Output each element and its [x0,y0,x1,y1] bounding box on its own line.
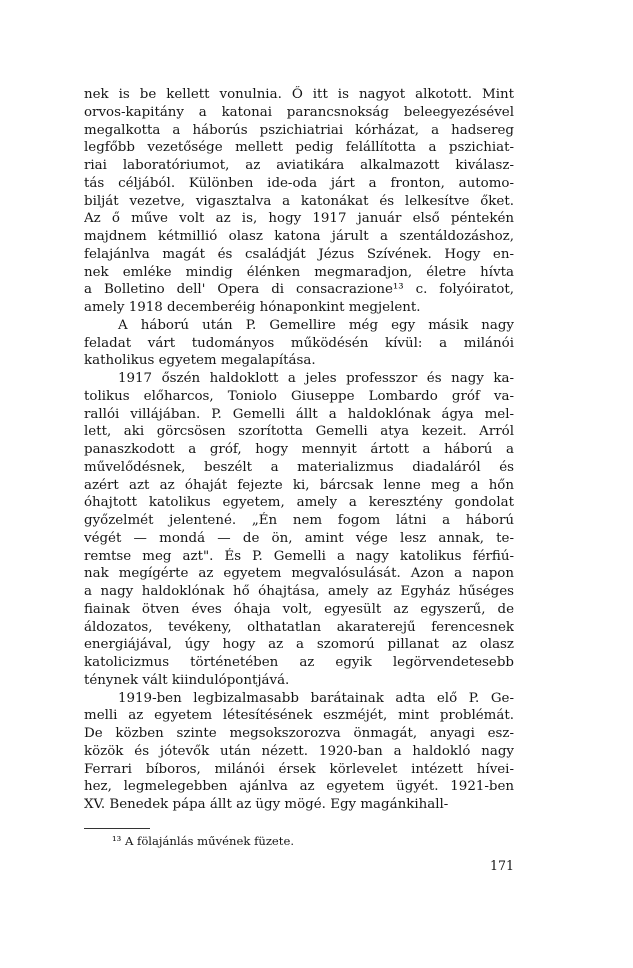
text-line: 1917 őszén haldoklott a jeles professzor és nagy ka- [118,371,514,386]
text-line: megalkotta a háborús pszichiatriai kórházat, a hadsereg [84,122,514,138]
paragraph [84,86,514,317]
text-line: feladat várt tudományos működésén kívül: a milánói [84,335,514,351]
body-text [84,86,514,814]
paragraph [84,317,514,370]
text-line: nek emléke mindig élénken megmaradjon, életre hívta [84,264,514,280]
text-line: óhajtott katolikus egyetem, amely a keresztény gondolat [84,495,514,511]
text-line: katolicizmus történetében az egyik legörvendetesebb [84,655,514,670]
text-line: a nagy haldoklónak hő óhajtása, amely az Egyház hűséges [84,584,514,599]
paragraph [84,690,514,814]
text-line: felajánlva magát és családját Jézus Szívének. Hogy en- [84,246,514,262]
footnote-divider [84,828,150,829]
text-line: energiájával, úgy hogy az a szomorú pillanat az olasz [84,637,514,653]
text-line: nek is be kellett vonulnia. Ő itt is nagyot alkotott. Mint [84,87,514,102]
text-line: 1919-ben legbizalmasabb barátainak adta elő P. Ge- [118,690,514,706]
text-line: győzelmét jelentené. „Én nem fogom látni a háború [84,513,514,528]
text-line: melli az egyetem létesítésének eszméjét, mint problémát. [84,708,514,724]
text-line: katholikus egyetem megalapítása. [84,353,316,369]
text-line: azért azt az óhaját fejezte ki, bárcsak lenne meg a hőn [84,477,514,493]
text-line: legfőbb vezetősége mellett pedig felállította a pszichiat- [84,140,514,156]
text-line: Ferrari bíboros, milánói érsek körlevelet intézett hívei- [84,761,514,777]
text-line: végét — mondá — de ön, amint vége lesz annak, te- [84,530,514,546]
footnote: ¹³ A fölajánlás művének füzete. [112,834,295,848]
page-number: 171 [489,858,514,873]
text-line: a Bolletino dell' Opera di consacrazione¹³ c. folyóiratot, [84,282,514,298]
text-line: közök és jótevők után nézett. 1920-ban a haldokló nagy [84,743,514,759]
text-line: remtse meg azt". És P. Gemelli a nagy katolikus férfiú- [84,548,514,564]
paragraph [84,370,514,690]
text-line: riai laboratóriumot, az aviatikára alkalmazott kiválasz- [84,158,514,173]
text-line: fiainak ötven éves óhaja volt, egyesült az egyszerű, de [84,601,514,617]
text-line: áldozatos, tevékeny, olthatatlan akaraterejű ferencesnek [84,619,514,635]
text-line: panaszkodott a gróf, hogy mennyit ártott a háború a [84,442,514,457]
text-line: XV. Benedek pápa állt az ügy mögé. Egy magánkihall- [84,797,449,812]
text-line: amely 1918 decemberéig hónaponkint megjelent. [84,300,421,315]
text-line: tás céljából. Különben ide-oda járt a fronton, automo- [84,175,514,191]
text-line: nak megígérte az egyetem megvalósulását. Azon a napon [84,566,514,582]
text-line: művelődésnek, beszélt a materializmus diadaláról és [84,459,514,475]
text-line: tolikus előharcos, Toniolo Giuseppe Lombardo gróf va- [84,388,514,404]
text-line: majdnem kétmillió olasz katona járult a szentáldozáshoz, [84,229,514,244]
text-line: ténynek vált kiindulópontjává. [84,672,290,688]
text-line: hez, legmelegebben ajánlva az egyetem ügyét. 1921-ben [84,779,514,795]
text-line: rallói villájában. P. Gemelli állt a haldoklónak ágya mel- [84,406,514,422]
text-line: A háború után P. Gemellire még egy másik nagy [118,317,514,333]
text-line: Az ő műve volt az is, hogy 1917 január első péntekén [84,211,514,227]
text-line: orvos-kapitány a katonai parancsnokság beleegyezésével [84,104,514,120]
text-line: bilját vezetve, vigasztalva a katonákat és lelkesítve őket. [84,193,514,209]
text-line: De közben szinte megsokszorozva önmagát, anyagi esz- [84,726,514,741]
text-line: lett, aki görcsösen szorította Gemelli atya kezeit. Arról [84,424,514,440]
